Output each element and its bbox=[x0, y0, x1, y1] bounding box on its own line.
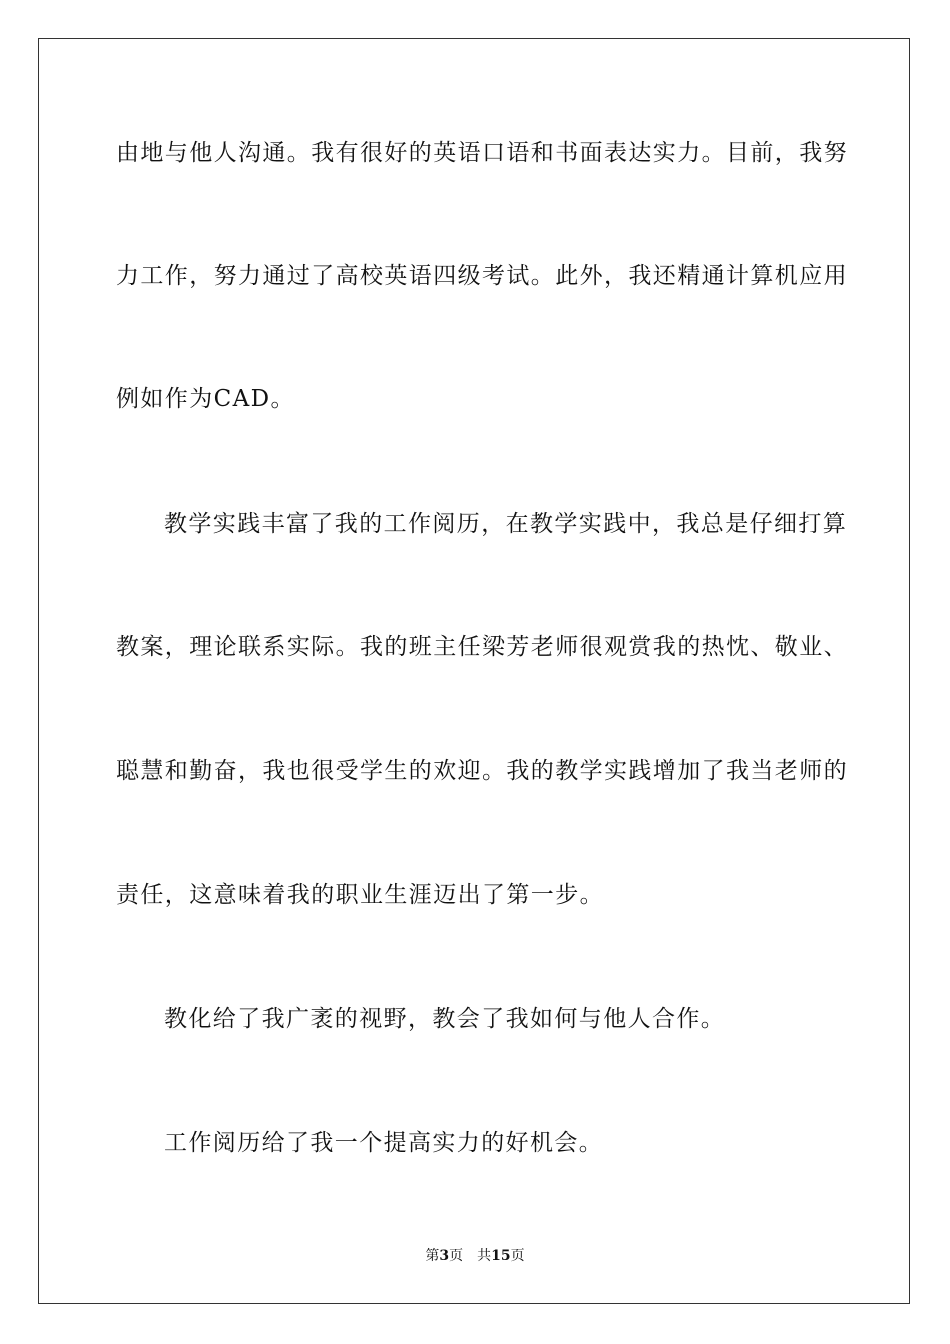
total-prefix: 共 bbox=[477, 1248, 492, 1264]
paragraph-education: 教化给了我广袤的视野，教会了我如何与他人合作。 bbox=[164, 1006, 726, 1032]
paragraph-start-teaching: 教学实践丰富了我的工作阅历，在教学实践中，我总是仔细打算 bbox=[164, 511, 848, 537]
text-line-6: 聪慧和勤奋，我也很受学生的欢迎。我的教学实践增加了我当老师的 bbox=[116, 758, 848, 784]
text-line-1: 由地与他人沟通。我有很好的英语口语和书面表达实力。目前，我努 bbox=[116, 140, 848, 166]
text-line-7: 责任，这意味着我的职业生涯迈出了第一步。 bbox=[116, 882, 604, 908]
total-suffix: 页 bbox=[510, 1248, 525, 1264]
total-pages: 15 bbox=[491, 1248, 511, 1264]
page-footer bbox=[0, 1247, 950, 1265]
text-line-2: 力工作，努力通过了高校英语四级考试。此外，我还精通计算机应用 bbox=[116, 263, 848, 289]
text-line-5: 教案，理论联系实际。我的班主任梁芳老师很观赏我的热忱、敬业、 bbox=[116, 634, 848, 660]
text-line-3: 例如作为CAD。 bbox=[116, 386, 295, 412]
page-suffix: 页 bbox=[449, 1248, 464, 1264]
page-border bbox=[38, 38, 910, 1304]
page-number: 3 bbox=[439, 1248, 450, 1264]
page-prefix: 第 bbox=[425, 1248, 440, 1264]
paragraph-work-experience: 工作阅历给了我一个提高实力的好机会。 bbox=[164, 1130, 604, 1156]
